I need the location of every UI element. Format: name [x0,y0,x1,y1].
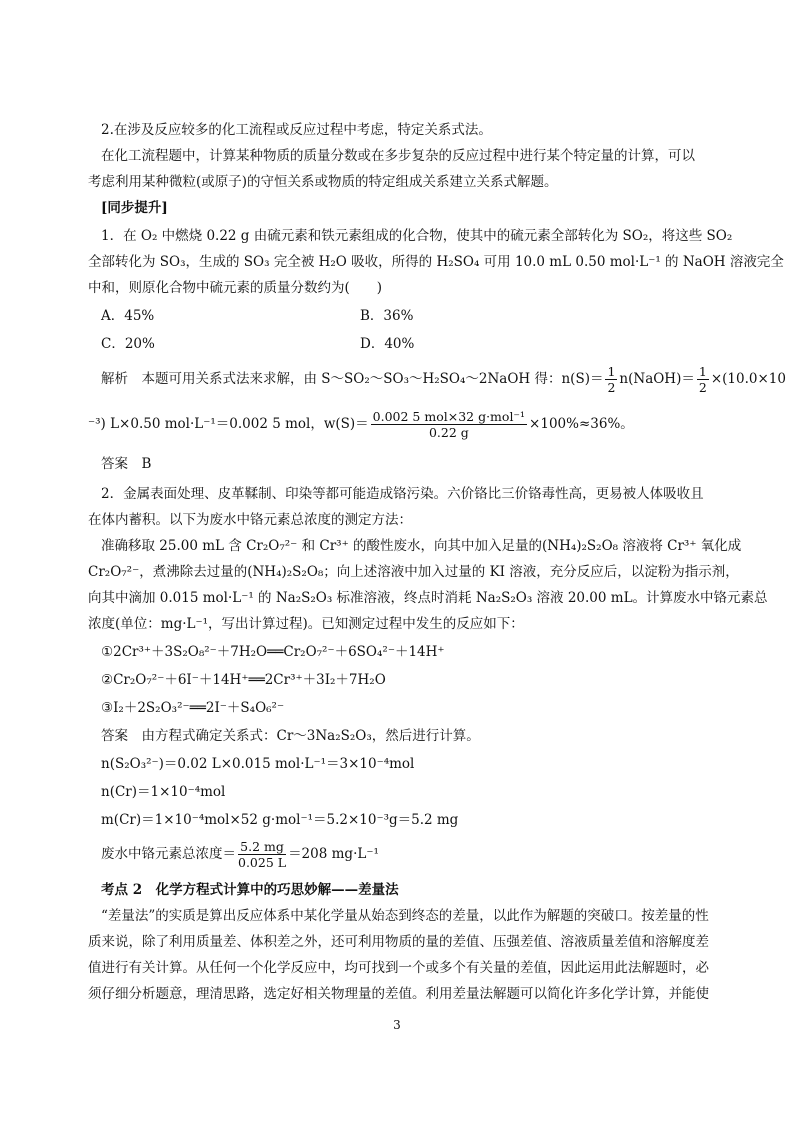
question-2-line: 向其中滴加 0.015 mol·L⁻¹ 的 Na₂S₂O₃ 标准溶液，终点时消耗 Na₂S₂O₃ 溶液 20.00 mL。计算废水中铬元素总 [88,590,768,606]
paragraph-line: 质来说，除了利用质量差、体积差之外，还可利用物质的量的差值、压强差值、溶液质量差值和溶解度差 [88,934,709,950]
calc-text: ＝208 mg·L⁻¹ [288,846,379,862]
solution-text: n(NaOH)＝ [619,371,695,387]
paragraph-line: 值进行有关计算。从任何一个化学反应中，均可找到一个或多个有关量的差值，因此运用此法解题时，必 [88,960,709,976]
fraction [697,364,709,395]
question-1-line: 全部转化为 SO₃，生成的 SO₃ 完全被 H₂O 吸收，所得的 H₂SO₄ 可用 10.0 mL 0.50 mol·L⁻¹ 的 NaOH 溶液完全 [88,254,784,270]
calc-line: n(S₂O₃²⁻)＝0.02 L×0.015 mol·L⁻¹＝3×10⁻⁴mol [101,756,415,772]
equation-3: ③I₂＋2S₂O₃²⁻══2I⁻＋S₄O₆²⁻ [101,700,285,716]
option-a: A．45% [101,308,155,324]
fraction [371,409,527,440]
fraction-denominator: 2 [607,380,616,395]
question-1-line: 1．在 O₂ 中燃烧 0.22 g 由硫元素和铁元素组成的化合物，使其中的硫元素全部转化为 SO₂，将这些 SO₂ [101,228,733,244]
calc-line: m(Cr)＝1×10⁻⁴mol×52 g·mol⁻¹＝5.2×10⁻³g＝5.2 mg [101,812,459,828]
paragraph-line: 在化工流程题中，计算某种物质的质量分数或在多步复杂的反应过程中进行某个特定量的计算，可以 [101,148,695,164]
option-d: D．40% [360,336,415,352]
solution-text: ⁻³) L×0.50 mol·L⁻¹＝0.002 5 mol，w(S)＝ [88,416,369,432]
solution-text: ×100%≈36%。 [529,416,634,432]
option-c: C．20% [101,336,155,352]
equation-1: ①2Cr³⁺＋3S₂O₈²⁻＋7H₂O══Cr₂O₇²⁻＋6SO₄²⁻＋14H⁺ [101,644,445,660]
fraction-numerator: 0.002 5 mol×32 g·mol⁻¹ [372,409,526,424]
solution-text: ×(10.0×10 [710,371,786,387]
equation-2: ②Cr₂O₇²⁻＋6I⁻＋14H⁺══2Cr³⁺＋3I₂＋7H₂O [101,672,386,688]
calc-line [101,836,731,872]
fraction-denominator: 0.22 g [428,425,469,440]
solution-line [101,362,786,396]
solution-line [88,406,718,442]
paragraph-line: “差量法”的实质是算出反应体系中某化学量从始态到终态的差量，以此作为解题的突破口。按差量的性 [101,908,709,924]
fraction-numerator: 1 [607,364,616,379]
fraction [238,839,286,870]
question-2-line: 准确移取 25.00 mL 含 Cr₂O₇²⁻ 和 Cr³⁺ 的酸性废水，向其中加入足量的(NH₄)₂S₂O₈ 溶液将 Cr³⁺ 氧化成 [101,538,742,554]
fraction-denominator: 0.025 L [238,855,287,870]
question-2-line: 在体内蓄积。以下为废水中铬元素总浓度的测定方法： [88,512,412,528]
fraction [605,364,617,395]
method-heading: 2.在涉及反应较多的化工流程或反应过程中考虑，特定关系式法。 [101,122,492,138]
question-2-line: 2．金属表面处理、皮革鞣制、印染等都可能造成铬污染。六价铬比三价铬毒性高，更易被人体吸收且 [101,486,704,502]
paragraph-line: 须仔细分析题意，理清思路，选定好相关物理量的差值。利用差量法解题可以简化许多化学计算，并能使 [88,986,709,1002]
solution-text: 解析 本题可用关系式法来求解，由 S～SO₂～SO₃～H₂SO₄～2NaOH 得：n(S)＝ [101,371,604,387]
fraction-denominator: 2 [698,380,707,395]
answer-line: 答案 由方程式确定关系式：Cr～3Na₂S₂O₃，然后进行计算。 [101,728,480,744]
option-b: B．36% [360,308,414,324]
fraction-numerator: 1 [698,364,707,379]
calc-line: n(Cr)＝1×10⁻⁴mol [101,784,226,800]
section-label: [同步提升] [101,200,168,216]
section-heading: 考点 2 化学方程式计算中的巧思妙解——差量法 [101,882,399,898]
fraction-numerator: 5.2 mg [238,839,286,855]
question-1-line: 中和，则原化合物中硫元素的质量分数约为( ) [88,280,383,296]
paragraph-line: 考虑利用某种微粒(或原子)的守恒关系或物质的特定组成关系建立关系式解题。 [88,174,558,190]
answer-line: 答案 B [101,456,152,472]
calc-text: 废水中铬元素总浓度＝ [101,846,236,862]
page-number: 3 [393,1018,401,1032]
question-2-line: 浓度(单位：mg·L⁻¹，写出计算过程)。已知测定过程中发生的反应如下： [88,616,524,632]
question-2-line: Cr₂O₇²⁻，煮沸除去过量的(NH₄)₂S₂O₈；向上述溶液中加入过量的 KI 溶液，充分反应后，以淀粉为指示剂， [88,564,739,580]
